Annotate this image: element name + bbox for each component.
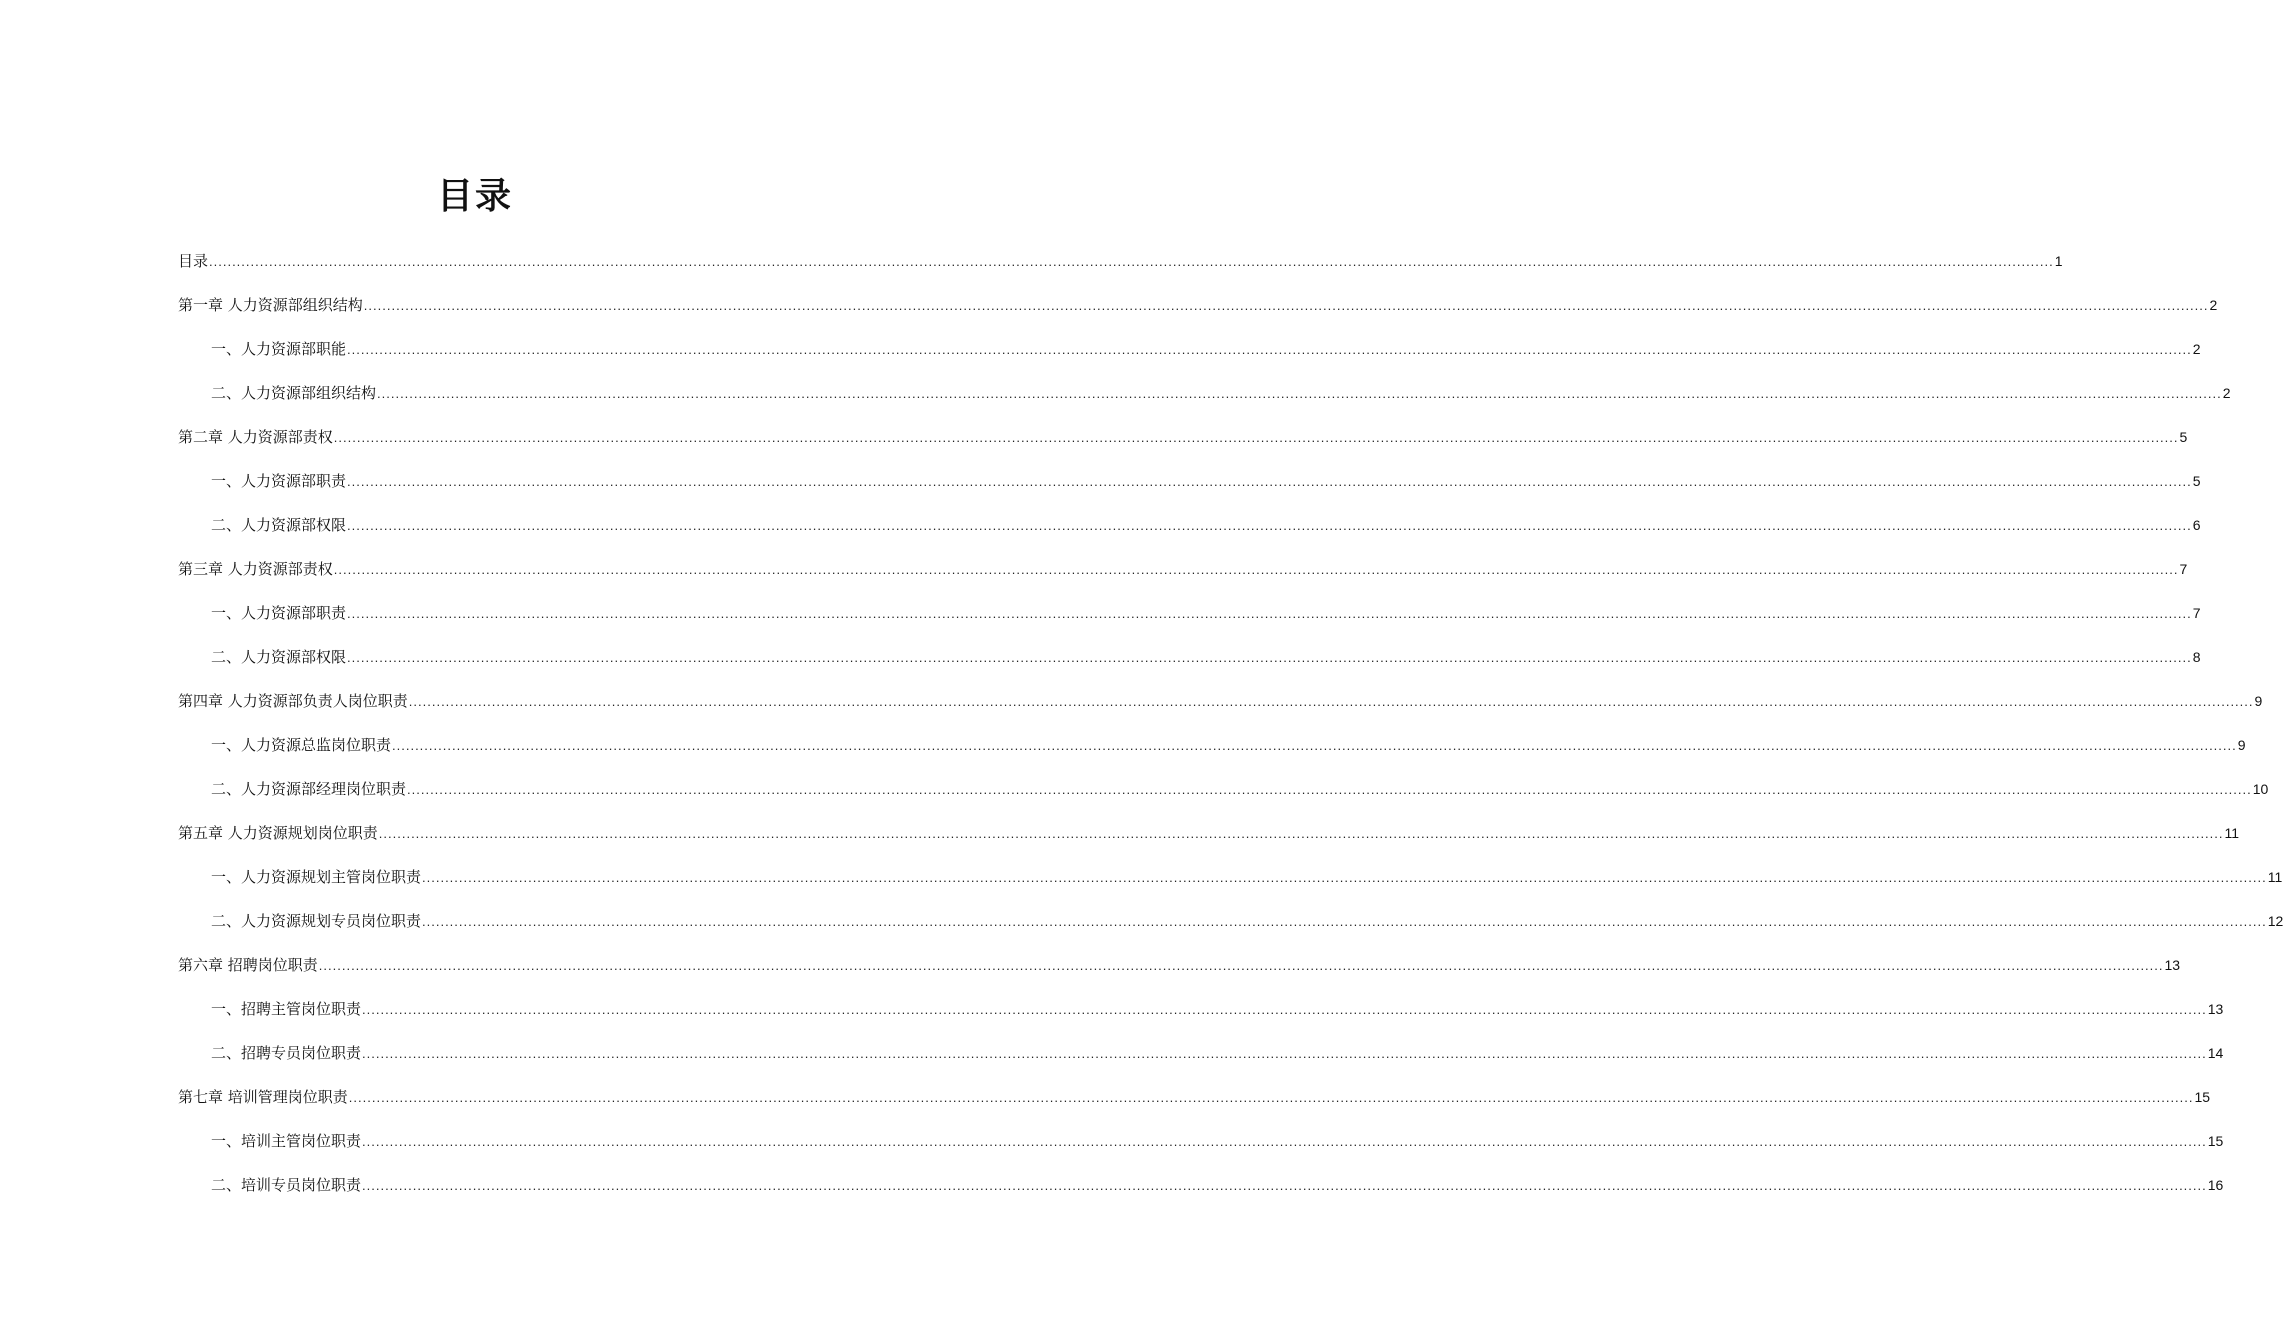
toc-entry-text: 第三章 人力资源部责权 bbox=[178, 560, 333, 578]
toc-entry-text: 第六章 招聘岗位职责 bbox=[178, 956, 318, 974]
toc-entry-text: 一、人力资源部职责 bbox=[211, 604, 347, 622]
toc-entry[interactable] bbox=[178, 554, 2188, 598]
toc-entry-text: 第四章 人力资源部负责人岗位职责 bbox=[178, 692, 408, 710]
toc-entry-text: 二、人力资源部权限 bbox=[211, 516, 347, 534]
toc-entry[interactable] bbox=[178, 510, 2201, 554]
toc-page-number: 16 bbox=[2207, 1177, 2224, 1193]
toc-entry-text: 第七章 培训管理岗位职责 bbox=[178, 1088, 348, 1106]
toc-dot-leader: ................................................................................................................................................................................................................................................................................................................................................................................................................ bbox=[362, 1046, 2207, 1061]
toc-entry[interactable] bbox=[178, 730, 2246, 774]
toc-page-number: 2 bbox=[2192, 341, 2201, 357]
toc-dot-leader: ................................................................................................................................................................................................................................................................................................................................................................................................................ bbox=[392, 738, 2237, 753]
toc-entry[interactable] bbox=[178, 774, 2269, 818]
toc-dot-leader: ................................................................................................................................................................................................................................................................................................................................................................................................................ bbox=[333, 562, 2179, 577]
toc-dot-leader: ................................................................................................................................................................................................................................................................................................................................................................................................................ bbox=[362, 1134, 2207, 1149]
toc-entry-text: 一、招聘主管岗位职责 bbox=[211, 1000, 362, 1018]
toc-dot-leader: ................................................................................................................................................................................................................................................................................................................................................................................................................ bbox=[209, 254, 2054, 269]
toc-entry[interactable] bbox=[178, 598, 2201, 642]
toc-page-number: 14 bbox=[2207, 1045, 2224, 1061]
toc-entry-text: 二、人力资源部经理岗位职责 bbox=[211, 780, 407, 798]
toc-entry-text: 一、人力资源部职责 bbox=[211, 472, 347, 490]
toc-page-number: 5 bbox=[2179, 429, 2188, 445]
toc-page-number: 9 bbox=[2254, 693, 2263, 709]
toc-entry-text: 一、人力资源规划主管岗位职责 bbox=[211, 868, 422, 886]
toc-page-number: 5 bbox=[2192, 473, 2201, 489]
toc-entry[interactable] bbox=[178, 378, 2231, 422]
toc-dot-leader: ................................................................................................................................................................................................................................................................................................................................................................................................................ bbox=[362, 1178, 2207, 1193]
toc-entry-text: 第一章 人力资源部组织结构 bbox=[178, 296, 363, 314]
toc-entry-text: 第二章 人力资源部责权 bbox=[178, 428, 333, 446]
table-of-contents bbox=[178, 246, 2283, 1214]
toc-page-number: 15 bbox=[2194, 1089, 2211, 1105]
toc-dot-leader: ................................................................................................................................................................................................................................................................................................................................................................................................................ bbox=[408, 694, 2254, 709]
toc-entry[interactable] bbox=[178, 466, 2201, 510]
toc-dot-leader: ................................................................................................................................................................................................................................................................................................................................................................................................................ bbox=[362, 1002, 2207, 1017]
toc-page-number: 7 bbox=[2192, 605, 2201, 621]
toc-entry[interactable] bbox=[178, 950, 2181, 994]
toc-page-number: 13 bbox=[2164, 957, 2181, 973]
toc-dot-leader: ................................................................................................................................................................................................................................................................................................................................................................................................................ bbox=[348, 1090, 2194, 1105]
toc-entry[interactable] bbox=[178, 906, 2283, 950]
toc-dot-leader: ................................................................................................................................................................................................................................................................................................................................................................................................................ bbox=[347, 342, 2192, 357]
toc-entry[interactable] bbox=[178, 334, 2201, 378]
toc-dot-leader: ................................................................................................................................................................................................................................................................................................................................................................................................................ bbox=[318, 958, 2164, 973]
toc-page-number: 2 bbox=[2209, 297, 2218, 313]
toc-entry[interactable] bbox=[178, 422, 2188, 466]
toc-page-number: 15 bbox=[2207, 1133, 2224, 1149]
toc-entry[interactable] bbox=[178, 1170, 2224, 1214]
toc-dot-leader: ................................................................................................................................................................................................................................................................................................................................................................................................................ bbox=[377, 386, 2222, 401]
toc-entry[interactable] bbox=[178, 818, 2240, 862]
toc-dot-leader: ................................................................................................................................................................................................................................................................................................................................................................................................................ bbox=[422, 870, 2267, 885]
toc-page-number: 1 bbox=[2054, 253, 2063, 269]
toc-entry-text: 二、人力资源部权限 bbox=[211, 648, 347, 666]
toc-entry-text: 二、培训专员岗位职责 bbox=[211, 1176, 362, 1194]
toc-dot-leader: ................................................................................................................................................................................................................................................................................................................................................................................................................ bbox=[347, 518, 2192, 533]
toc-dot-leader: ................................................................................................................................................................................................................................................................................................................................................................................................................ bbox=[378, 826, 2224, 841]
toc-dot-leader: ................................................................................................................................................................................................................................................................................................................................................................................................................ bbox=[347, 606, 2192, 621]
toc-page-number: 2 bbox=[2222, 385, 2231, 401]
toc-entry[interactable] bbox=[178, 290, 2218, 334]
toc-page-number: 11 bbox=[2267, 869, 2283, 885]
toc-dot-leader: ................................................................................................................................................................................................................................................................................................................................................................................................................ bbox=[333, 430, 2179, 445]
toc-entry-text: 二、人力资源规划专员岗位职责 bbox=[211, 912, 422, 930]
page-title: 目录 bbox=[436, 175, 513, 218]
toc-entry[interactable] bbox=[178, 994, 2224, 1038]
toc-dot-leader: ................................................................................................................................................................................................................................................................................................................................................................................................................ bbox=[347, 650, 2192, 665]
toc-page-number: 8 bbox=[2192, 649, 2201, 665]
toc-page-number: 12 bbox=[2267, 913, 2283, 929]
toc-dot-leader: ................................................................................................................................................................................................................................................................................................................................................................................................................ bbox=[422, 914, 2267, 929]
toc-dot-leader: ................................................................................................................................................................................................................................................................................................................................................................................................................ bbox=[407, 782, 2252, 797]
toc-dot-leader: ................................................................................................................................................................................................................................................................................................................................................................................................................ bbox=[347, 474, 2192, 489]
toc-entry-text: 二、人力资源部组织结构 bbox=[211, 384, 377, 402]
toc-entry-text: 第五章 人力资源规划岗位职责 bbox=[178, 824, 378, 842]
toc-entry-text: 一、人力资源部职能 bbox=[211, 340, 347, 358]
toc-entry-text: 二、招聘专员岗位职责 bbox=[211, 1044, 362, 1062]
toc-page-number: 7 bbox=[2179, 561, 2188, 577]
toc-page-number: 13 bbox=[2207, 1001, 2224, 1017]
toc-dot-leader: ................................................................................................................................................................................................................................................................................................................................................................................................................ bbox=[363, 298, 2209, 313]
toc-page-number: 10 bbox=[2252, 781, 2269, 797]
toc-entry[interactable] bbox=[178, 1082, 2211, 1126]
toc-entry[interactable] bbox=[178, 1126, 2224, 1170]
toc-entry[interactable] bbox=[178, 246, 2063, 290]
toc-entry[interactable] bbox=[178, 862, 2283, 906]
toc-entry[interactable] bbox=[178, 1038, 2224, 1082]
toc-entry-text: 一、培训主管岗位职责 bbox=[211, 1132, 362, 1150]
toc-entry-text: 一、人力资源总监岗位职责 bbox=[211, 736, 392, 754]
toc-entry-text: 目录 bbox=[178, 252, 209, 270]
toc-entry[interactable] bbox=[178, 642, 2201, 686]
toc-entry[interactable] bbox=[178, 686, 2263, 730]
toc-page-number: 11 bbox=[2224, 825, 2240, 841]
toc-page-number: 9 bbox=[2237, 737, 2246, 753]
toc-page-number: 6 bbox=[2192, 517, 2201, 533]
